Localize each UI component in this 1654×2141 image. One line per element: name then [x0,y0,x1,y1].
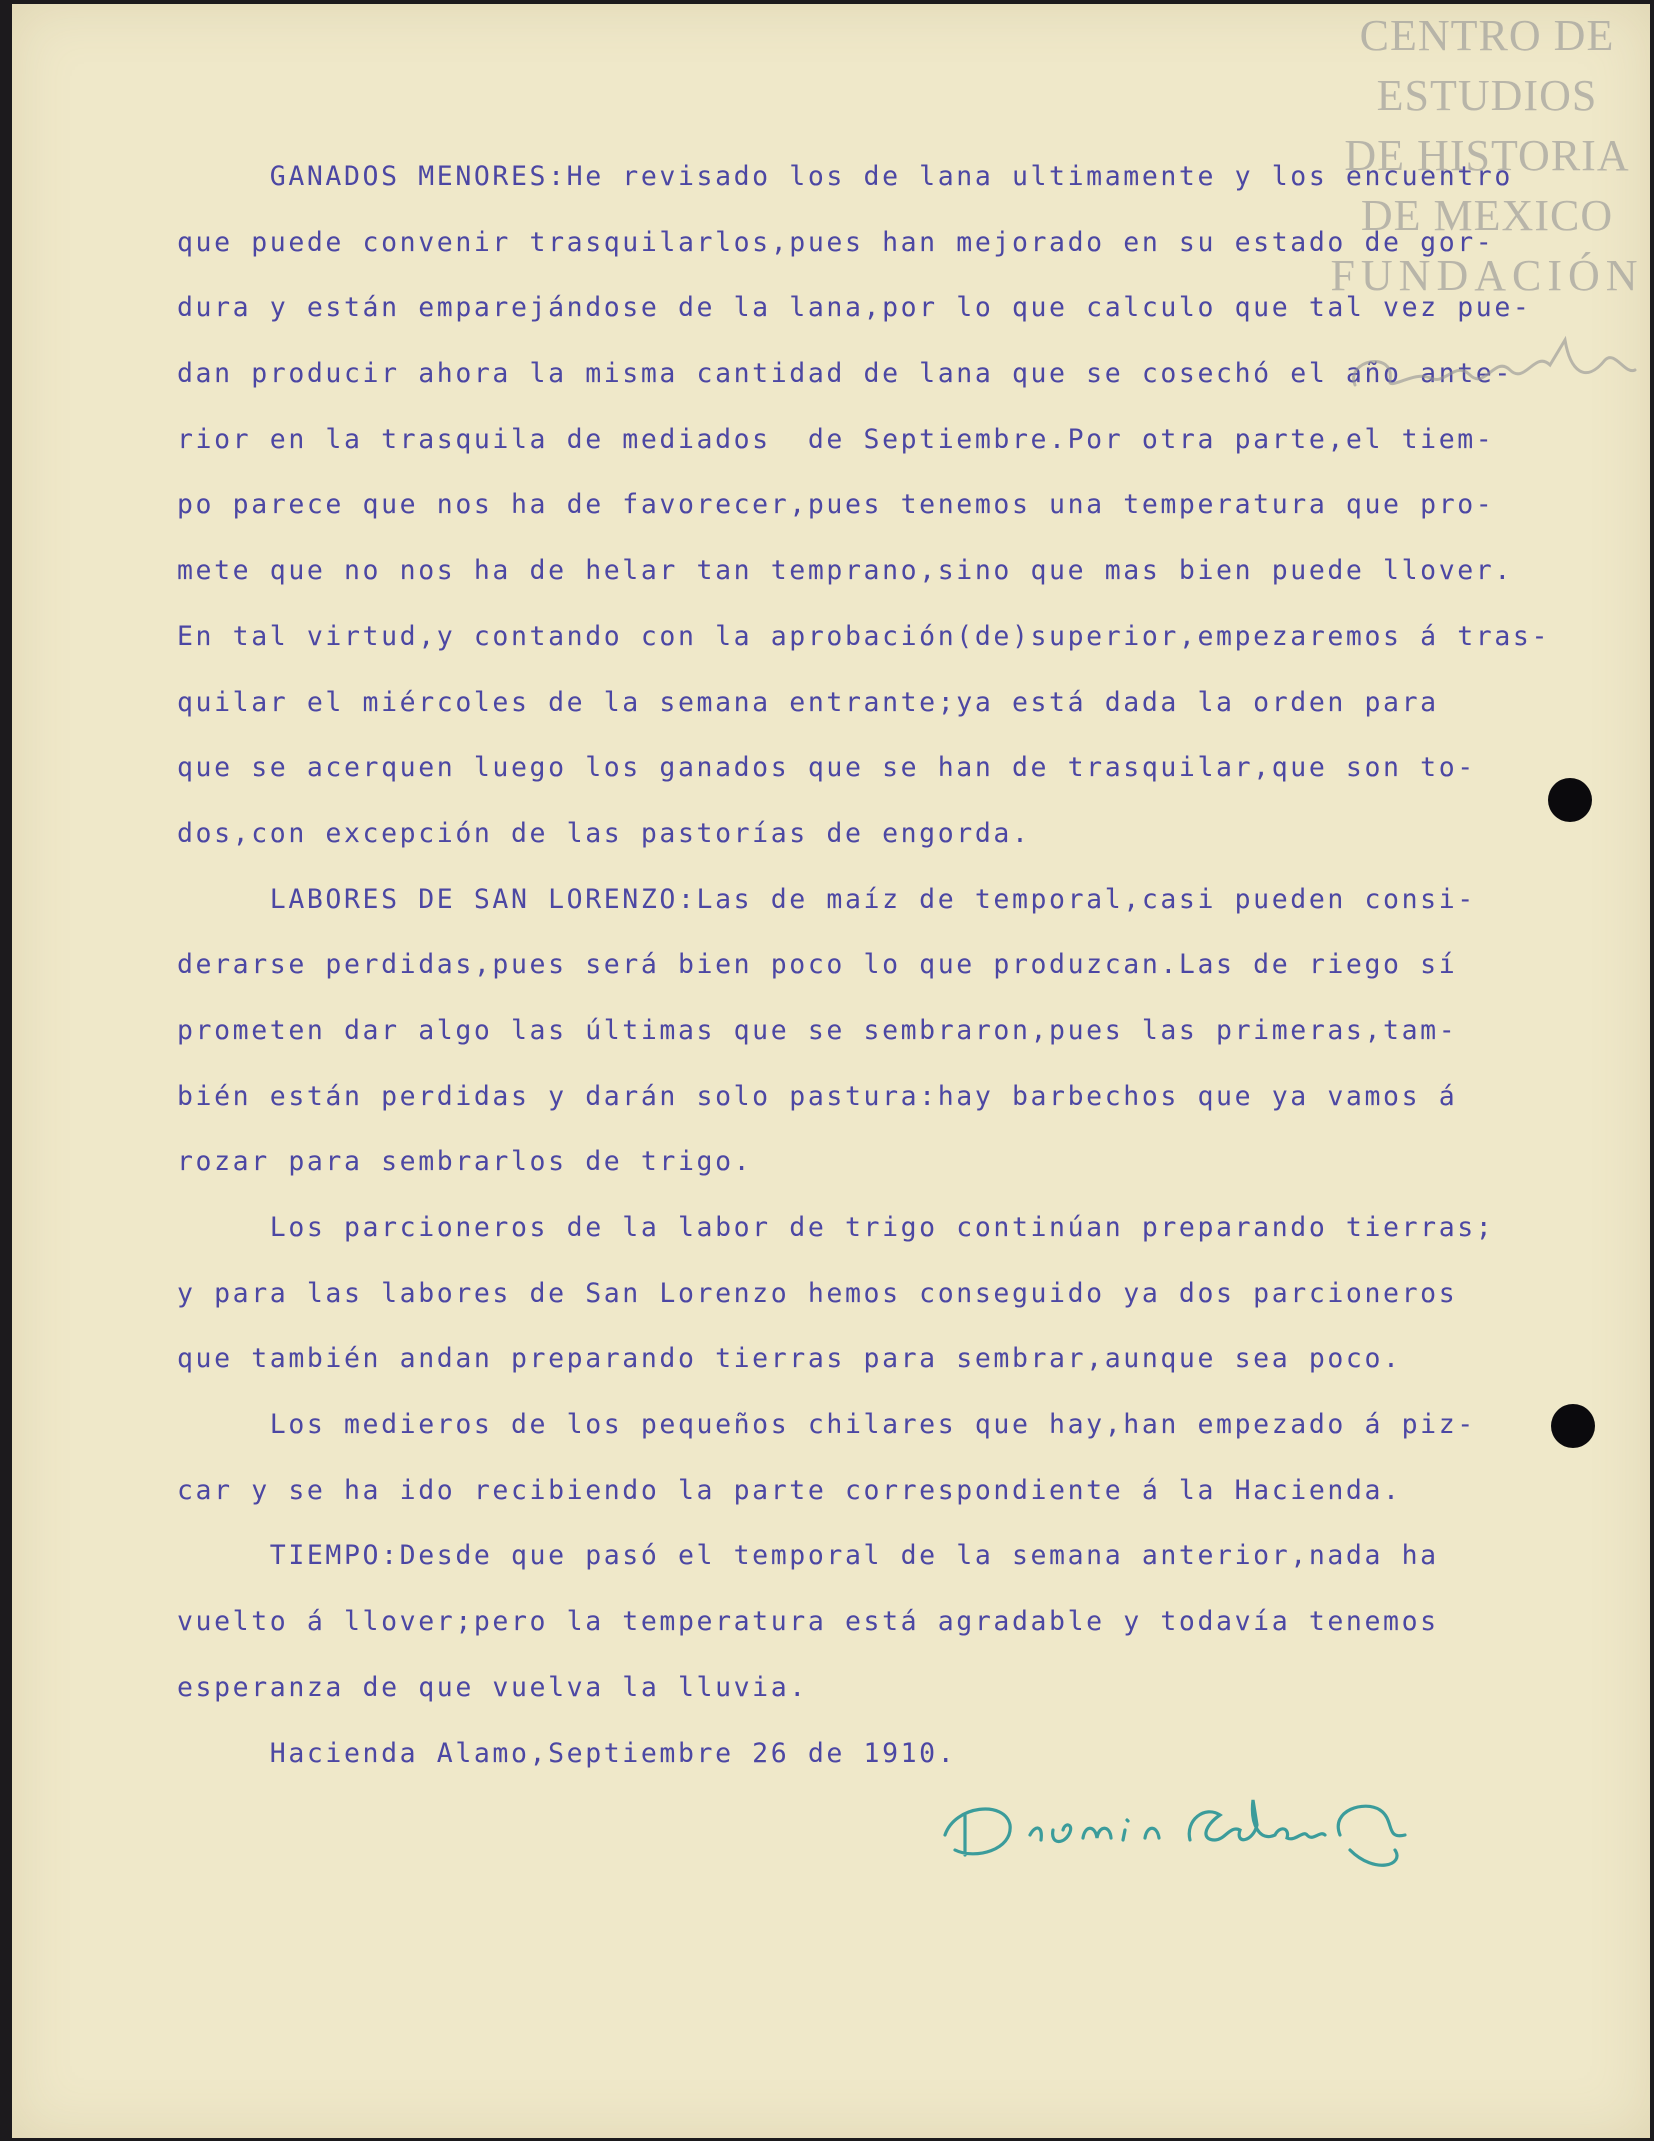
text-line: esperanza de que vuelva la lluvia. [177,1671,808,1703]
text-line: Los parcioneros de la labor de trigo continúan preparando tierras; [177,1212,1495,1243]
text-line: Los medieros de los pequeños chilares que hay,han empezado á piz- [177,1409,1476,1441]
watermark-signature [1335,330,1645,410]
text-line: prometen dar algo las últimas que se sembraron,pues las primeras,tam- [177,1014,1458,1046]
punch-hole [1551,1404,1595,1448]
text-line: LABORES DE SAN LORENZO:Las de maíz de temporal,casi pueden consi- [177,883,1476,915]
text-line: mete que no nos ha de helar tan temprano,sino que mas bien puede llover. [177,555,1513,587]
text-line: quilar el miércoles de la semana entrante;ya está dada la orden para [177,686,1439,718]
handwritten-signature [935,1780,1415,1890]
text-line: po parece que nos ha de favorecer,pues tenemos una temperatura que pro- [177,489,1495,521]
text-line: dura y están emparejándose de la lana,por lo que calculo que tal vez pue- [177,292,1532,324]
watermark-line: CENTRO DE [1359,11,1615,60]
text-line: dos,con excepción de las pastorías de engorda. [177,817,1031,849]
text-line: y para las labores de San Lorenzo hemos conseguido ya dos parcioneros [177,1277,1458,1309]
text-line: derarse perdidas,pues será bien poco lo que produzcan.Las de riego sí [177,949,1458,981]
text-line: que también andan preparando tierras para sembrar,aunque sea poco. [177,1343,1402,1375]
text-line: En tal virtud,y contando con la aprobación(de)superior,empezaremos á tras- [177,620,1551,652]
text-line: GANADOS MENORES:He revisado los de lana ultimamente y los encuentro [177,161,1513,192]
watermark-line: DE HISTORIA [1344,131,1630,180]
text-line: Hacienda Alamo,Septiembre 26 de 1910. [177,1737,957,1769]
text-line: que se acerquen luego los ganados que se han de trasquilar,que son to- [177,752,1476,784]
watermark-line: DE MEXICO [1360,191,1614,240]
punch-hole [1548,778,1592,822]
text-line: rior en la trasquila de mediados de Septiembre.Por otra parte,el tiem- [177,423,1495,455]
text-line: car y se ha ido recibiendo la parte correspondiente á la Hacienda. [177,1474,1402,1506]
watermark-line: ESTUDIOS [1376,71,1598,120]
text-line: dan producir ahora la misma cantidad de lana que se cosechó el año ante- [177,358,1513,390]
watermark-line: FUNDACIÓN [1330,251,1644,300]
text-line: bién están perdidas y darán solo pastura:hay barbechos que ya vamos á [177,1080,1458,1112]
text-line: que puede convenir trasquilarlos,pues han mejorado en su estado de gor- [177,226,1495,258]
text-line: TIEMPO:Desde que pasó el temporal de la semana anterior,nada ha [177,1540,1439,1572]
text-line: rozar para sembrarlos de trigo. [177,1146,753,1178]
text-line: vuelto á llover;pero la temperatura está agradable y todavía tenemos [177,1606,1439,1638]
